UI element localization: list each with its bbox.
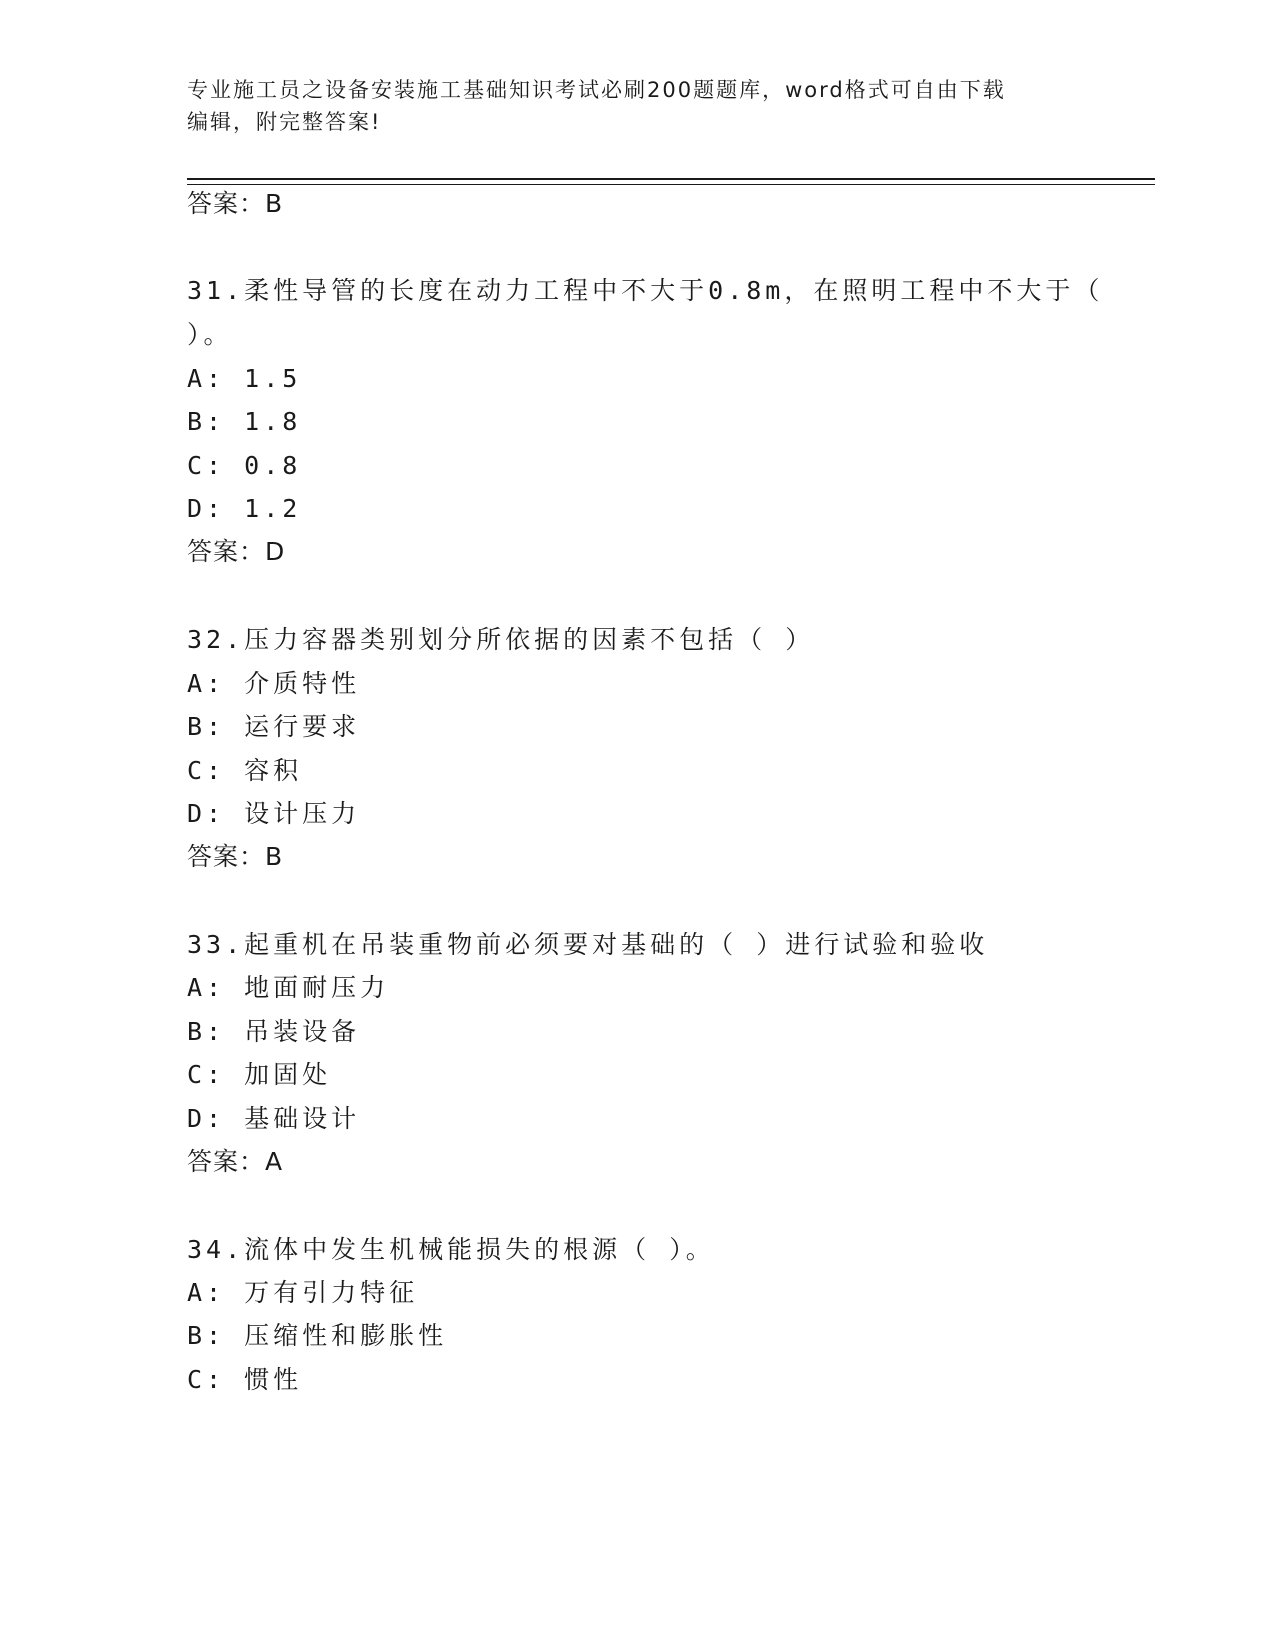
header-divider-thin [187,184,1155,185]
document-header [187,74,1087,138]
question-32-option-c: C: 容积 [187,756,303,785]
question-33-answer: 答案：A [187,1147,284,1176]
question-34-option-c: C: 惯性 [187,1365,303,1394]
question-31-stem: 31.柔性导管的长度在动力工程中不大于0.8m，在照明工程中不大于（ [187,276,1104,305]
question-33-option-a: A: 地面耐压力 [187,973,390,1002]
question-33-stem: 33.起重机在吊装重物前必须要对基础的（ ）进行试验和验收 [187,930,989,959]
question-31-option-c: C: 0.8 [187,451,302,480]
header-divider [187,178,1155,180]
question-32-option-b: B: 运行要求 [187,712,361,741]
question-33-option-d: D: 基础设计 [187,1104,361,1133]
question-32-stem: 32.压力容器类别划分所依据的因素不包括（ ） [187,625,815,654]
question-31-option-a: A: 1.5 [187,364,302,393]
question-34-option-a: A: 万有引力特征 [187,1278,419,1307]
question-32-answer: 答案：B [187,842,284,871]
question-34-option-b: B: 压缩性和膨胀性 [187,1321,448,1350]
question-31-option-d: D: 1.2 [187,494,302,523]
header-line-1: 专业施工员之设备安装施工基础知识考试必刷200题题库，word格式可自由下载 [187,78,1006,102]
question-32-option-d: D: 设计压力 [187,799,361,828]
question-31-stem-cont: ）。 [187,320,233,349]
question-34-stem: 34.流体中发生机械能损失的根源（ ）。 [187,1235,715,1264]
question-32-option-a: A: 介质特性 [187,669,361,698]
question-31-answer: 答案：D [187,537,286,566]
question-33-option-c: C: 加固处 [187,1060,332,1089]
answer-prev: 答案：B [187,189,284,218]
header-line-2: 编辑，附完整答案! [187,110,382,134]
question-33-option-b: B: 吊装设备 [187,1017,361,1046]
question-31-option-b: B: 1.8 [187,407,302,436]
